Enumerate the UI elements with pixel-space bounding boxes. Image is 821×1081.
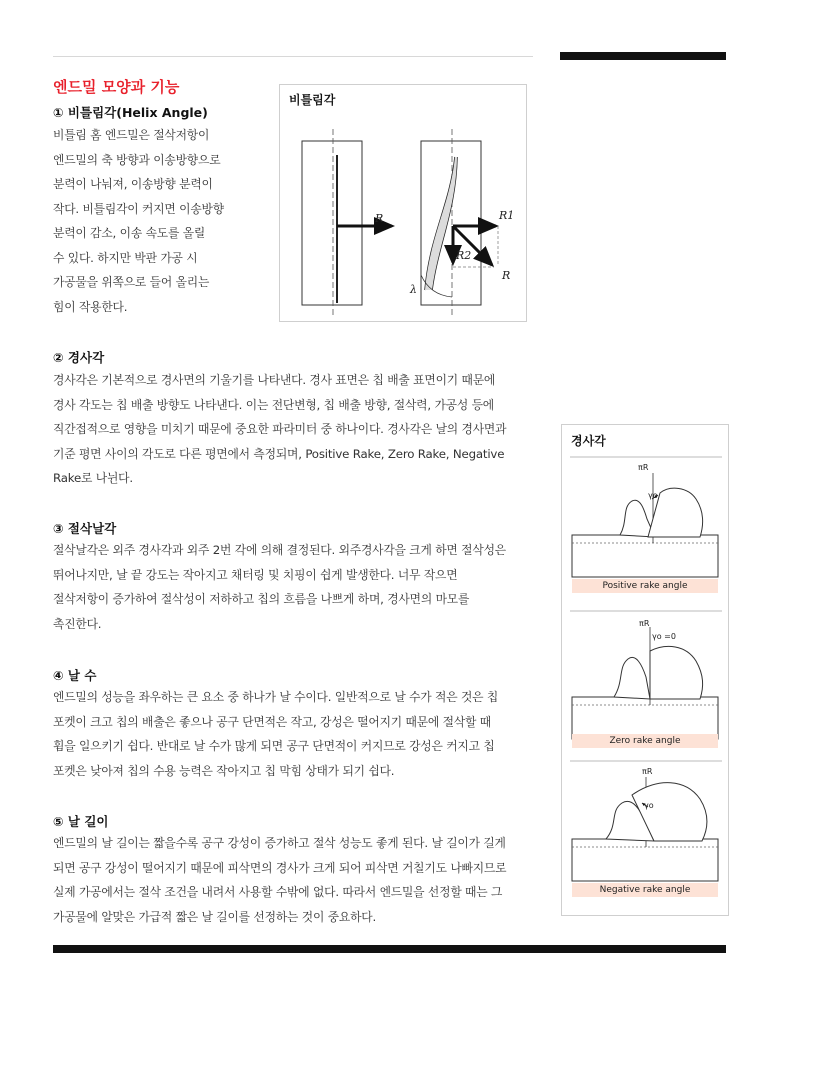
pi-r-label-zero: πR	[639, 619, 650, 628]
text-line: 가공물을 위쪽으로 들어 올리는	[53, 275, 210, 289]
cutting-edge-heading: ③ 절삭날각	[53, 521, 117, 536]
text-line: 힘이 작용한다.	[53, 299, 128, 314]
caption-zero-rake: Zero rake angle	[572, 734, 718, 748]
length-heading: ⑤ 날 길이	[53, 814, 109, 829]
gamma-label-positive: γo	[648, 491, 658, 500]
helix-paragraph	[53, 123, 258, 319]
top-divider	[53, 56, 533, 57]
helix-diagram	[280, 85, 526, 321]
helix-figure-title: 비틀림각	[289, 93, 336, 107]
text-line: 분력이 나눠져, 이송방향 분력이	[53, 177, 213, 191]
text-line: 절삭날각은 외주 경사각과 외주 2번 각에 의해 결정된다. 외주경사각을 크게 하면 절삭성은	[53, 543, 506, 557]
text-line: 촉진한다.	[53, 616, 102, 631]
rake-figure-title: 경사각	[571, 434, 606, 448]
text-line: 포켓이 크고 칩의 배출은 좋으나 공구 단면적은 작고, 강성은 떨어지기 때문에 절삭할 때	[53, 714, 492, 729]
length-paragraph	[53, 831, 513, 929]
top-accent-bar	[560, 52, 726, 60]
cutting-edge-paragraph	[53, 538, 513, 636]
label-lambda: λ	[410, 283, 417, 296]
text-line: 수 있다. 하지만 박판 가공 시	[53, 250, 198, 265]
helix-angle-figure	[279, 84, 527, 322]
section-title: 엔드밀 모양과 기능	[53, 78, 180, 96]
text-line: 뛰어나지만, 날 끝 강도는 작아지고 채터링 및 치핑이 쉽게 발생한다. 너무 작으면	[53, 567, 458, 582]
gamma-zero-label: γo =0	[652, 632, 676, 641]
text-line: 엔드밀의 날 길이는 짧을수록 공구 강성이 증가하고 절삭 성능도 좋게 된다. 날 길이가 길게	[53, 836, 506, 850]
text-line: 되면 공구 강성이 떨어지기 때문에 피삭면의 경사가 크게 되어 피삭면 거칠기도 나빠지므로	[53, 860, 507, 875]
flutes-heading: ④ 날 수	[53, 668, 97, 683]
label-r1: R1	[499, 209, 515, 222]
rake-paragraph	[53, 368, 513, 491]
text-line: 분력이 감소, 이송 속도를 올릴	[53, 226, 206, 240]
rake-heading: ② 경사각	[53, 350, 105, 365]
label-r-left: R	[375, 212, 384, 225]
text-line: 휨을 일으키기 쉽다. 반대로 날 수가 많게 되면 공구 단면적이 커지므로 강성은 커지고 칩	[53, 739, 495, 753]
bottom-bar	[53, 945, 726, 953]
label-r: R	[502, 269, 511, 282]
text-line: 경사 각도는 칩 배출 방향도 나타낸다. 이는 전단변형, 칩 배출 방향, 절삭력, 가공성 등에	[53, 397, 495, 412]
rake-diagram	[562, 425, 728, 915]
caption-positive-rake: Positive rake angle	[572, 579, 718, 593]
pi-r-label-positive: πR	[638, 463, 649, 472]
caption-negative-rake: Negative rake angle	[572, 883, 718, 897]
text-line: 직간접적으로 영향을 미치기 때문에 중요한 파라미터 중 하나이다. 경사각은 날의 경사면과	[53, 422, 507, 436]
text-line: 절삭저항이 증가하여 절삭성이 저하하고 칩의 흐름을 나쁘게 하며, 경사면의 마모를	[53, 592, 470, 606]
text-line: 비틀림 홈 엔드밀은 절삭저항이	[53, 128, 210, 142]
label-r2: R2	[456, 249, 472, 262]
text-line: 실제 가공에서는 절삭 조건을 내려서 사용할 수밖에 없다. 따라서 엔드밀을 선정할 때는 그	[53, 885, 503, 899]
text-line: 가공물에 알맞은 가급적 짧은 날 길이를 선정하는 것이 중요하다.	[53, 909, 377, 924]
pi-r-label-negative: πR	[642, 767, 653, 776]
rake-angle-figure	[561, 424, 729, 916]
text-line: 경사각은 기본적으로 경사면의 기울기를 나타낸다. 경사 표면은 칩 배출 표면이기 때문에	[53, 373, 496, 387]
gamma-label-negative: γo	[644, 801, 654, 810]
text-line: 포켓은 낮아져 칩의 수용 능력은 작아지고 칩 막힘 상태가 되기 쉽다.	[53, 763, 395, 778]
text-line: Rake로 나뉜다.	[53, 471, 133, 485]
text-line: 엔드밀의 성능을 좌우하는 큰 요소 중 하나가 날 수이다. 일반적으로 날 수가 적은 것은 칩	[53, 690, 499, 704]
text-line: 기준 평면 사이의 각도로 다른 평면에서 측정되며, Positive Rake, Zero Rake, Negative	[53, 446, 505, 461]
text-line: 작다. 비틀림각이 커지면 이송방향	[53, 201, 224, 216]
flutes-paragraph	[53, 685, 513, 783]
helix-heading: ① 비틀림각(Helix Angle)	[53, 105, 208, 120]
text-line: 엔드밀의 축 방향과 이송방향으로	[53, 152, 221, 167]
